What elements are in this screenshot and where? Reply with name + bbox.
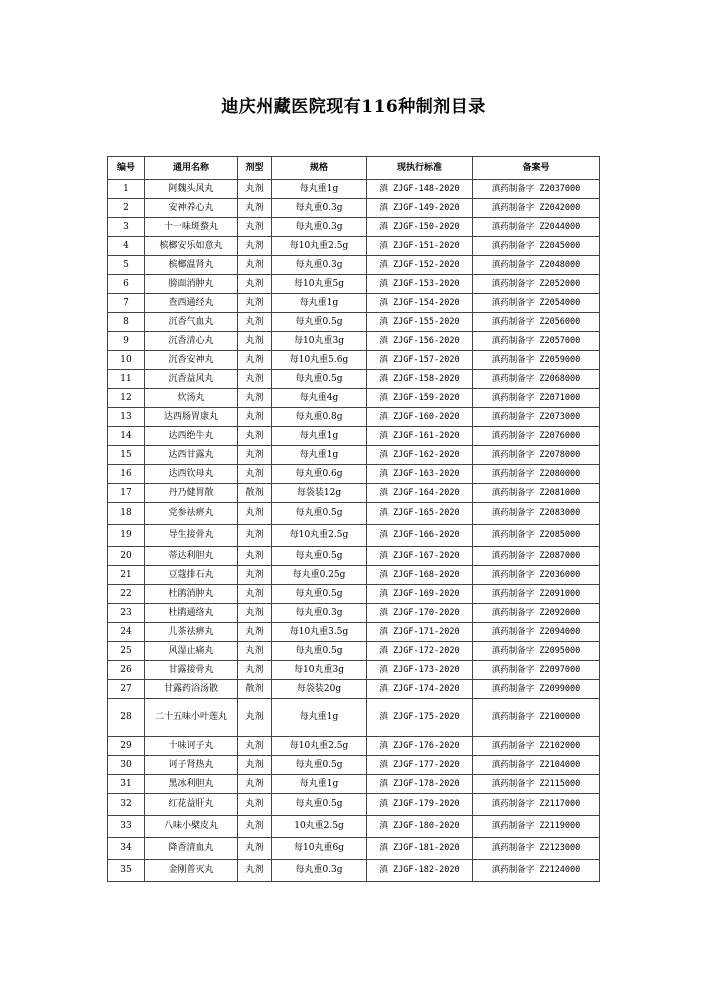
- table-row: [108, 756, 600, 775]
- cell-current-standard: 滇 ZJGF-171-2020: [367, 623, 473, 642]
- cell-number: 23: [108, 604, 145, 623]
- cell-current-standard: 滇 ZJGF-158-2020: [367, 370, 473, 389]
- cell-number: 12: [108, 389, 145, 408]
- cell-number: 6: [108, 275, 145, 294]
- cell-number: 19: [108, 525, 145, 547]
- cell-dosage-form: 丸剂: [238, 294, 272, 313]
- cell-dosage-form: 丸剂: [238, 756, 272, 775]
- cell-common-name: 沉香气血丸: [145, 313, 238, 332]
- cell-filing-number: 滇药制备字 Z2097000: [473, 661, 600, 680]
- cell-number: 24: [108, 623, 145, 642]
- cell-dosage-form: 丸剂: [238, 389, 272, 408]
- cell-current-standard: 滇 ZJGF-163-2020: [367, 465, 473, 484]
- cell-current-standard: 滇 ZJGF-170-2020: [367, 604, 473, 623]
- cell-current-standard: 滇 ZJGF-148-2020: [367, 180, 473, 199]
- cell-number: 28: [108, 699, 145, 737]
- cell-specification: 每10丸重2.5g: [272, 737, 367, 756]
- cell-filing-number: 滇药制备字 Z2073000: [473, 408, 600, 427]
- table-header-row: [108, 157, 600, 180]
- cell-common-name: 黑冰利胆丸: [145, 775, 238, 794]
- cell-current-standard: 滇 ZJGF-173-2020: [367, 661, 473, 680]
- cell-dosage-form: 丸剂: [238, 351, 272, 370]
- cell-filing-number: 滇药制备字 Z2083000: [473, 503, 600, 525]
- cell-number: 8: [108, 313, 145, 332]
- cell-dosage-form: 丸剂: [238, 737, 272, 756]
- cell-specification: 每丸重0.3g: [272, 860, 367, 882]
- table-row: [108, 860, 600, 882]
- cell-current-standard: 滇 ZJGF-167-2020: [367, 547, 473, 566]
- cell-number: 1: [108, 180, 145, 199]
- table-row: [108, 794, 600, 816]
- cell-specification: 每10丸重2.5g: [272, 237, 367, 256]
- table-row: [108, 775, 600, 794]
- cell-common-name: 达西肠胃康丸: [145, 408, 238, 427]
- cell-filing-number: 滇药制备字 Z2036000: [473, 566, 600, 585]
- cell-current-standard: 滇 ZJGF-157-2020: [367, 351, 473, 370]
- table-row: [108, 623, 600, 642]
- cell-common-name: 沉香清心丸: [145, 332, 238, 351]
- cell-specification: 每丸重1g: [272, 427, 367, 446]
- cell-filing-number: 滇药制备字 Z2115000: [473, 775, 600, 794]
- cell-filing-number: 滇药制备字 Z2044000: [473, 218, 600, 237]
- cell-current-standard: 滇 ZJGF-174-2020: [367, 680, 473, 699]
- table-row: [108, 370, 600, 389]
- cell-current-standard: 滇 ZJGF-181-2020: [367, 838, 473, 860]
- cell-dosage-form: 丸剂: [238, 661, 272, 680]
- cell-number: 21: [108, 566, 145, 585]
- cell-specification: 每丸重1g: [272, 775, 367, 794]
- cell-dosage-form: 丸剂: [238, 699, 272, 737]
- cell-filing-number: 滇药制备字 Z2059000: [473, 351, 600, 370]
- cell-filing-number: 滇药制备字 Z2056000: [473, 313, 600, 332]
- cell-common-name: 降香清血丸: [145, 838, 238, 860]
- cell-dosage-form: 丸剂: [238, 585, 272, 604]
- cell-filing-number: 滇药制备字 Z2100000: [473, 699, 600, 737]
- table-row: [108, 737, 600, 756]
- cell-common-name: 金刚普灭丸: [145, 860, 238, 882]
- cell-common-name: 丹乃健胃散: [145, 484, 238, 503]
- cell-number: 27: [108, 680, 145, 699]
- preparation-catalog-table: [107, 156, 600, 882]
- cell-dosage-form: 丸剂: [238, 180, 272, 199]
- cell-current-standard: 滇 ZJGF-180-2020: [367, 816, 473, 838]
- cell-current-standard: 滇 ZJGF-152-2020: [367, 256, 473, 275]
- cell-dosage-form: 丸剂: [238, 427, 272, 446]
- cell-filing-number: 滇药制备字 Z2099000: [473, 680, 600, 699]
- cell-specification: 每丸重0.3g: [272, 256, 367, 275]
- cell-dosage-form: 丸剂: [238, 275, 272, 294]
- cell-current-standard: 滇 ZJGF-164-2020: [367, 484, 473, 503]
- cell-common-name: 查西通经丸: [145, 294, 238, 313]
- cell-filing-number: 滇药制备字 Z2104000: [473, 756, 600, 775]
- cell-filing-number: 滇药制备字 Z2078000: [473, 446, 600, 465]
- cell-specification: 每丸重0.3g: [272, 218, 367, 237]
- cell-current-standard: 滇 ZJGF-177-2020: [367, 756, 473, 775]
- cell-current-standard: 滇 ZJGF-182-2020: [367, 860, 473, 882]
- cell-filing-number: 滇药制备字 Z2094000: [473, 623, 600, 642]
- cell-filing-number: 滇药制备字 Z2091000: [473, 585, 600, 604]
- table-row: [108, 838, 600, 860]
- cell-current-standard: 滇 ZJGF-159-2020: [367, 389, 473, 408]
- cell-specification: 每丸重4g: [272, 389, 367, 408]
- table-row: [108, 446, 600, 465]
- cell-common-name: 沉香安神丸: [145, 351, 238, 370]
- cell-number: 29: [108, 737, 145, 756]
- cell-common-name: 安神养心丸: [145, 199, 238, 218]
- cell-common-name: 达西绝牛丸: [145, 427, 238, 446]
- cell-common-name: 槟榔安乐如意丸: [145, 237, 238, 256]
- cell-dosage-form: 丸剂: [238, 408, 272, 427]
- cell-number: 9: [108, 332, 145, 351]
- cell-filing-number: 滇药制备字 Z2057000: [473, 332, 600, 351]
- cell-specification: 每丸重0.5g: [272, 547, 367, 566]
- cell-filing-number: 滇药制备字 Z2080000: [473, 465, 600, 484]
- cell-specification: 每10丸重6g: [272, 838, 367, 860]
- cell-number: 17: [108, 484, 145, 503]
- cell-dosage-form: 丸剂: [238, 465, 272, 484]
- table-row: [108, 503, 600, 525]
- table-row: [108, 275, 600, 294]
- cell-number: 10: [108, 351, 145, 370]
- cell-filing-number: 滇药制备字 Z2037000: [473, 180, 600, 199]
- cell-filing-number: 滇药制备字 Z2042000: [473, 199, 600, 218]
- cell-filing-number: 滇药制备字 Z2102000: [473, 737, 600, 756]
- table-row: [108, 351, 600, 370]
- cell-current-standard: 滇 ZJGF-169-2020: [367, 585, 473, 604]
- header-common-name: 通用名称: [145, 157, 238, 180]
- table-row: [108, 816, 600, 838]
- cell-common-name: 十一味斑蝥丸: [145, 218, 238, 237]
- cell-number: 15: [108, 446, 145, 465]
- cell-number: 14: [108, 427, 145, 446]
- header-dosage-form: 剂型: [238, 157, 272, 180]
- cell-specification: 每10丸重3g: [272, 332, 367, 351]
- cell-filing-number: 滇药制备字 Z2052000: [473, 275, 600, 294]
- header-specification: 规格: [272, 157, 367, 180]
- cell-number: 26: [108, 661, 145, 680]
- table-row: [108, 427, 600, 446]
- table-row: [108, 408, 600, 427]
- cell-specification: 每丸重0.5g: [272, 585, 367, 604]
- cell-specification: 每丸重0.5g: [272, 642, 367, 661]
- cell-dosage-form: 丸剂: [238, 547, 272, 566]
- cell-filing-number: 滇药制备字 Z2081000: [473, 484, 600, 503]
- table-row: [108, 484, 600, 503]
- cell-dosage-form: 丸剂: [238, 604, 272, 623]
- cell-number: 2: [108, 199, 145, 218]
- cell-common-name: 党参祛痹丸: [145, 503, 238, 525]
- header-number: 编号: [108, 157, 145, 180]
- cell-common-name: 儿茶祛痹丸: [145, 623, 238, 642]
- cell-current-standard: 滇 ZJGF-168-2020: [367, 566, 473, 585]
- cell-dosage-form: 丸剂: [238, 838, 272, 860]
- cell-specification: 每丸重0.5g: [272, 370, 367, 389]
- cell-common-name: 甘露药浴汤散: [145, 680, 238, 699]
- cell-number: 31: [108, 775, 145, 794]
- table-row: [108, 585, 600, 604]
- cell-dosage-form: 丸剂: [238, 332, 272, 351]
- cell-common-name: 甘露接骨丸: [145, 661, 238, 680]
- cell-filing-number: 滇药制备字 Z2054000: [473, 294, 600, 313]
- cell-current-standard: 滇 ZJGF-156-2020: [367, 332, 473, 351]
- table-row: [108, 313, 600, 332]
- cell-specification: 每10丸重2.5g: [272, 525, 367, 547]
- cell-dosage-form: 丸剂: [238, 237, 272, 256]
- cell-dosage-form: 散剂: [238, 680, 272, 699]
- cell-specification: 每丸重0.8g: [272, 408, 367, 427]
- cell-number: 7: [108, 294, 145, 313]
- cell-filing-number: 滇药制备字 Z2087000: [473, 547, 600, 566]
- table-row: [108, 642, 600, 661]
- table-row: [108, 199, 600, 218]
- table-row: [108, 256, 600, 275]
- cell-number: 32: [108, 794, 145, 816]
- cell-filing-number: 滇药制备字 Z2123000: [473, 838, 600, 860]
- cell-specification: 每丸重0.3g: [272, 199, 367, 218]
- table-row: [108, 218, 600, 237]
- cell-current-standard: 滇 ZJGF-153-2020: [367, 275, 473, 294]
- cell-dosage-form: 丸剂: [238, 218, 272, 237]
- cell-common-name: 豆蔻排石丸: [145, 566, 238, 585]
- cell-dosage-form: 散剂: [238, 484, 272, 503]
- table-row: [108, 237, 600, 256]
- cell-current-standard: 滇 ZJGF-166-2020: [367, 525, 473, 547]
- cell-current-standard: 滇 ZJGF-176-2020: [367, 737, 473, 756]
- cell-common-name: 蒂达利胆丸: [145, 547, 238, 566]
- cell-current-standard: 滇 ZJGF-151-2020: [367, 237, 473, 256]
- cell-specification: 每丸重0.5g: [272, 794, 367, 816]
- table-row: [108, 389, 600, 408]
- cell-dosage-form: 丸剂: [238, 816, 272, 838]
- cell-common-name: 阿魏头风丸: [145, 180, 238, 199]
- cell-dosage-form: 丸剂: [238, 256, 272, 275]
- cell-specification: 10丸重2.5g: [272, 816, 367, 838]
- cell-filing-number: 滇药制备字 Z2119000: [473, 816, 600, 838]
- table-row: [108, 465, 600, 484]
- document-title: 迪庆州藏医院现有116种制剂目录: [221, 97, 486, 117]
- cell-filing-number: 滇药制备字 Z2085000: [473, 525, 600, 547]
- cell-number: 3: [108, 218, 145, 237]
- cell-specification: 每10丸重3.5g: [272, 623, 367, 642]
- cell-common-name: 杜鹃通络丸: [145, 604, 238, 623]
- cell-specification: 每10丸重3g: [272, 661, 367, 680]
- cell-common-name: 红花益肝丸: [145, 794, 238, 816]
- cell-number: 22: [108, 585, 145, 604]
- cell-specification: 每10丸重5g: [272, 275, 367, 294]
- cell-common-name: 膀面消肿丸: [145, 275, 238, 294]
- cell-number: 20: [108, 547, 145, 566]
- table-row: [108, 332, 600, 351]
- cell-common-name: 沉香益风丸: [145, 370, 238, 389]
- table-body: [108, 180, 600, 882]
- cell-dosage-form: 丸剂: [238, 860, 272, 882]
- cell-specification: 每袋装20g: [272, 680, 367, 699]
- header-filing-number: 备案号: [473, 157, 600, 180]
- table-row: [108, 525, 600, 547]
- cell-specification: 每丸重1g: [272, 180, 367, 199]
- cell-specification: 每10丸重5.6g: [272, 351, 367, 370]
- cell-common-name: 杜鹃消肿丸: [145, 585, 238, 604]
- cell-filing-number: 滇药制备字 Z2045000: [473, 237, 600, 256]
- cell-number: 4: [108, 237, 145, 256]
- cell-specification: 每丸重1g: [272, 294, 367, 313]
- cell-number: 35: [108, 860, 145, 882]
- table-row: [108, 294, 600, 313]
- cell-common-name: 槟榔温肾丸: [145, 256, 238, 275]
- cell-dosage-form: 丸剂: [238, 794, 272, 816]
- cell-common-name: 二十五味小叶莲丸: [145, 699, 238, 737]
- cell-number: 16: [108, 465, 145, 484]
- cell-current-standard: 滇 ZJGF-154-2020: [367, 294, 473, 313]
- table-row: [108, 699, 600, 737]
- cell-current-standard: 滇 ZJGF-149-2020: [367, 199, 473, 218]
- cell-current-standard: 滇 ZJGF-179-2020: [367, 794, 473, 816]
- cell-specification: 每袋装12g: [272, 484, 367, 503]
- cell-number: 34: [108, 838, 145, 860]
- cell-dosage-form: 丸剂: [238, 642, 272, 661]
- cell-filing-number: 滇药制备字 Z2124000: [473, 860, 600, 882]
- cell-common-name: 达西甘露丸: [145, 446, 238, 465]
- cell-number: 5: [108, 256, 145, 275]
- table-row: [108, 566, 600, 585]
- cell-dosage-form: 丸剂: [238, 503, 272, 525]
- cell-filing-number: 滇药制备字 Z2117000: [473, 794, 600, 816]
- cell-number: 13: [108, 408, 145, 427]
- table-row: [108, 547, 600, 566]
- cell-specification: 每丸重0.5g: [272, 756, 367, 775]
- cell-current-standard: 滇 ZJGF-161-2020: [367, 427, 473, 446]
- cell-common-name: 风湿止痛丸: [145, 642, 238, 661]
- table-row: [108, 604, 600, 623]
- cell-filing-number: 滇药制备字 Z2071000: [473, 389, 600, 408]
- cell-filing-number: 滇药制备字 Z2068000: [473, 370, 600, 389]
- cell-dosage-form: 丸剂: [238, 775, 272, 794]
- cell-specification: 每丸重0.25g: [272, 566, 367, 585]
- cell-dosage-form: 丸剂: [238, 623, 272, 642]
- cell-current-standard: 滇 ZJGF-162-2020: [367, 446, 473, 465]
- cell-specification: 每丸重0.6g: [272, 465, 367, 484]
- cell-dosage-form: 丸剂: [238, 446, 272, 465]
- cell-dosage-form: 丸剂: [238, 313, 272, 332]
- cell-dosage-form: 丸剂: [238, 525, 272, 547]
- cell-dosage-form: 丸剂: [238, 370, 272, 389]
- cell-common-name: 十味诃子丸: [145, 737, 238, 756]
- cell-current-standard: 滇 ZJGF-160-2020: [367, 408, 473, 427]
- header-current-standard: 现执行标准: [367, 157, 473, 180]
- cell-common-name: 炊汤丸: [145, 389, 238, 408]
- cell-number: 33: [108, 816, 145, 838]
- cell-dosage-form: 丸剂: [238, 199, 272, 218]
- cell-filing-number: 滇药制备字 Z2048000: [473, 256, 600, 275]
- cell-specification: 每丸重1g: [272, 699, 367, 737]
- cell-number: 30: [108, 756, 145, 775]
- cell-dosage-form: 丸剂: [238, 566, 272, 585]
- cell-current-standard: 滇 ZJGF-175-2020: [367, 699, 473, 737]
- cell-common-name: 诃子肾热丸: [145, 756, 238, 775]
- cell-current-standard: 滇 ZJGF-155-2020: [367, 313, 473, 332]
- table-row: [108, 180, 600, 199]
- cell-filing-number: 滇药制备字 Z2095000: [473, 642, 600, 661]
- cell-number: 11: [108, 370, 145, 389]
- cell-common-name: 达西钦母丸: [145, 465, 238, 484]
- cell-current-standard: 滇 ZJGF-165-2020: [367, 503, 473, 525]
- cell-current-standard: 滇 ZJGF-150-2020: [367, 218, 473, 237]
- cell-common-name: 八味小檗皮丸: [145, 816, 238, 838]
- cell-filing-number: 滇药制备字 Z2076000: [473, 427, 600, 446]
- cell-current-standard: 滇 ZJGF-172-2020: [367, 642, 473, 661]
- cell-filing-number: 滇药制备字 Z2092000: [473, 604, 600, 623]
- cell-specification: 每丸重0.5g: [272, 503, 367, 525]
- cell-specification: 每丸重0.3g: [272, 604, 367, 623]
- table-row: [108, 661, 600, 680]
- table-row: [108, 680, 600, 699]
- cell-number: 25: [108, 642, 145, 661]
- cell-common-name: 导生接骨丸: [145, 525, 238, 547]
- cell-number: 18: [108, 503, 145, 525]
- cell-specification: 每丸重1g: [272, 446, 367, 465]
- cell-current-standard: 滇 ZJGF-178-2020: [367, 775, 473, 794]
- cell-specification: 每丸重0.5g: [272, 313, 367, 332]
